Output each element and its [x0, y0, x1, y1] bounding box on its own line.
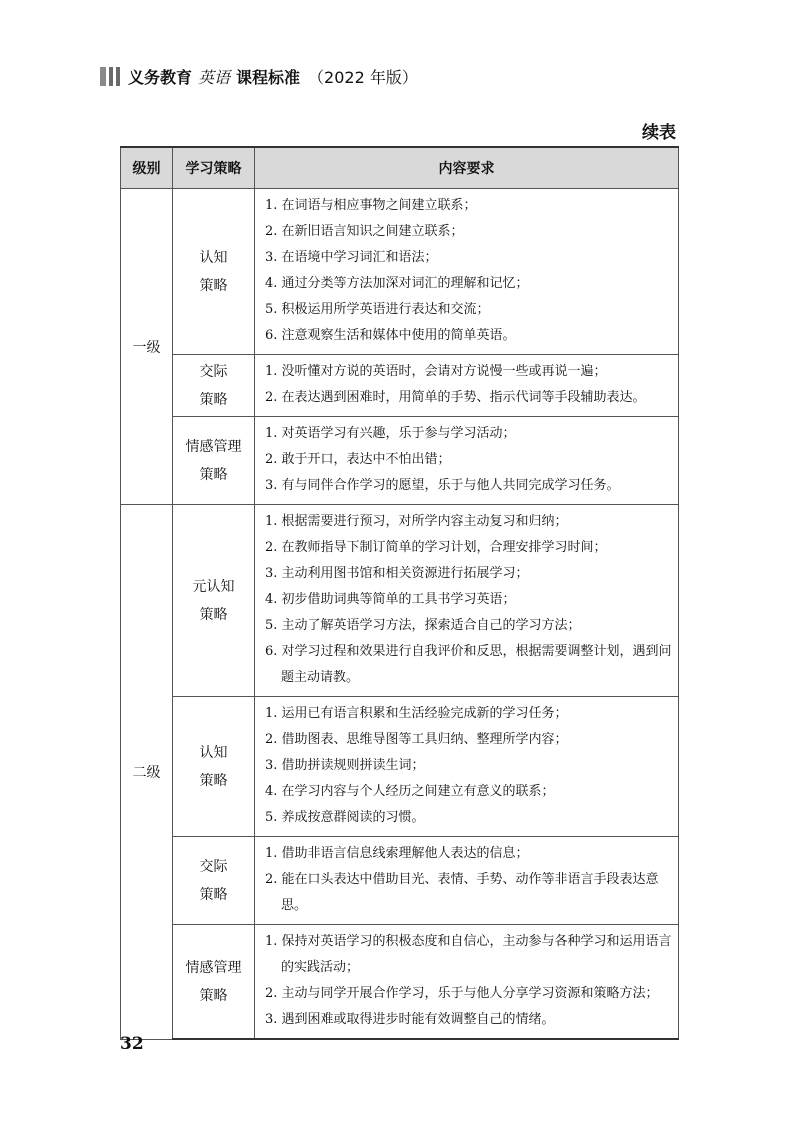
table-row: [121, 417, 679, 505]
content-item: 6. 注意观察生活和媒体中使用的简单英语。: [265, 328, 516, 343]
content-item: 3. 在语境中学习词汇和语法；: [265, 250, 438, 265]
strategy-cell: [173, 189, 255, 355]
content-cell: [255, 837, 679, 925]
content-item: 1. 借助非语言信息线索理解他人表达的信息；: [265, 846, 529, 861]
strategy-name-line: 情感管理: [185, 959, 242, 976]
table-body: [121, 189, 679, 1040]
column-header-level: 级别: [121, 147, 173, 189]
strategy-name-line: 交际: [199, 363, 228, 380]
content-item: 5. 主动了解英语学习方法，探索适合自己的学习方法；: [265, 618, 581, 633]
content-item: 1. 对英语学习有兴趣，乐于参与学习活动；: [265, 426, 516, 441]
table-row: [121, 925, 679, 1040]
content-item: 3. 借助拼读规则拼读生词；: [265, 758, 425, 773]
content-item: 2. 借助图表、思维导图等工具归纳、整理所学内容；: [265, 732, 568, 747]
table-row: [121, 837, 679, 925]
content-item: 1. 运用已有语言积累和生活经验完成新的学习任务；: [265, 706, 568, 721]
content-cell: [255, 697, 679, 837]
strategy-cell: [173, 697, 255, 837]
strategy-name-line: 策略: [199, 886, 228, 903]
content-cell: [255, 189, 679, 355]
content-cell: [255, 925, 679, 1040]
level-cell: 二级: [121, 505, 173, 1040]
strategy-name-line: 策略: [199, 987, 228, 1004]
header-title-part1: 义务教育: [128, 67, 193, 87]
content-cell: [255, 355, 679, 417]
header-title-part3: 课程标准: [236, 67, 301, 87]
strategy-name-line: 认知: [199, 249, 228, 266]
content-item: 1. 保持对英语学习的积极态度和自信心，主动参与各种学习和运用语言的实践活动；: [265, 934, 672, 975]
content-item: 3. 主动利用图书馆和相关资源进行拓展学习；: [265, 566, 529, 581]
content-item: 2. 能在口头表达中借助目光、表情、手势、动作等非语言手段表达意思。: [265, 872, 659, 913]
strategy-cell: [173, 417, 255, 505]
continued-label: 续表: [642, 123, 676, 143]
strategy-name-line: 策略: [199, 277, 228, 294]
content-item: 4. 在学习内容与个人经历之间建立有意义的联系；: [265, 784, 555, 799]
table-header-row: [121, 147, 679, 189]
strategy-name-line: 情感管理: [185, 438, 242, 455]
strategy-cell: [173, 505, 255, 697]
strategy-name-line: 策略: [199, 606, 228, 623]
header-bars-decoration: [100, 67, 120, 86]
strategy-name-line: 策略: [199, 466, 228, 483]
level-cell: 一级: [121, 189, 173, 505]
header-title-subject: 英语: [198, 67, 231, 87]
table-row: [121, 355, 679, 417]
content-item: 4. 通过分类等方法加深对词汇的理解和记忆；: [265, 276, 529, 291]
content-item: 5. 养成按意群阅读的习惯。: [265, 810, 425, 825]
strategy-name-line: 策略: [199, 772, 228, 789]
strategy-table: [120, 146, 679, 1040]
page-number: 32: [120, 1034, 144, 1054]
content-item: 2. 主动与同学开展合作学习，乐于与他人分享学习资源和策略方法；: [265, 986, 659, 1001]
table-row: [121, 505, 679, 697]
content-item: 2. 在教师指导下制订简单的学习计划，合理安排学习时间；: [265, 540, 607, 555]
content-item: 4. 初步借助词典等简单的工具书学习英语；: [265, 592, 516, 607]
table-row: [121, 697, 679, 837]
strategy-cell: [173, 355, 255, 417]
strategy-cell: [173, 925, 255, 1040]
content-item: 5. 积极运用所学英语进行表达和交流；: [265, 302, 490, 317]
table-row: [121, 189, 679, 355]
header-edition: （2022 年版）: [308, 67, 418, 87]
content-item: 1. 根据需要进行预习，对所学内容主动复习和归纳；: [265, 514, 568, 529]
content-item: 3. 有与同伴合作学习的愿望，乐于与他人共同完成学习任务。: [265, 478, 620, 493]
content-cell: [255, 505, 679, 697]
content-item: 3. 遇到困难或取得进步时能有效调整自己的情绪。: [265, 1012, 555, 1027]
strategy-name-line: 策略: [199, 391, 228, 408]
column-header-strategy: 学习策略: [173, 147, 255, 189]
running-header: [100, 64, 418, 88]
column-header-content: 内容要求: [255, 147, 679, 189]
strategy-name-line: 交际: [199, 858, 228, 875]
content-item: 1. 没听懂对方说的英语时，会请对方说慢一些或再说一遍；: [265, 364, 607, 379]
content-item: 6. 对学习过程和效果进行自我评价和反思，根据需要调整计划，遇到问题主动请教。: [265, 644, 672, 685]
content-item: 2. 敢于开口，表达中不怕出错；: [265, 452, 451, 467]
content-item: 2. 在表达遇到困难时，用简单的手势、指示代词等手段辅助表达。: [265, 390, 646, 405]
content-item: 1. 在词语与相应事物之间建立联系；: [265, 198, 477, 213]
strategy-name-line: 元认知: [192, 578, 235, 595]
strategy-name-line: 认知: [199, 744, 228, 761]
content-item: 2. 在新旧语言知识之间建立联系；: [265, 224, 464, 239]
content-cell: [255, 417, 679, 505]
strategy-cell: [173, 837, 255, 925]
